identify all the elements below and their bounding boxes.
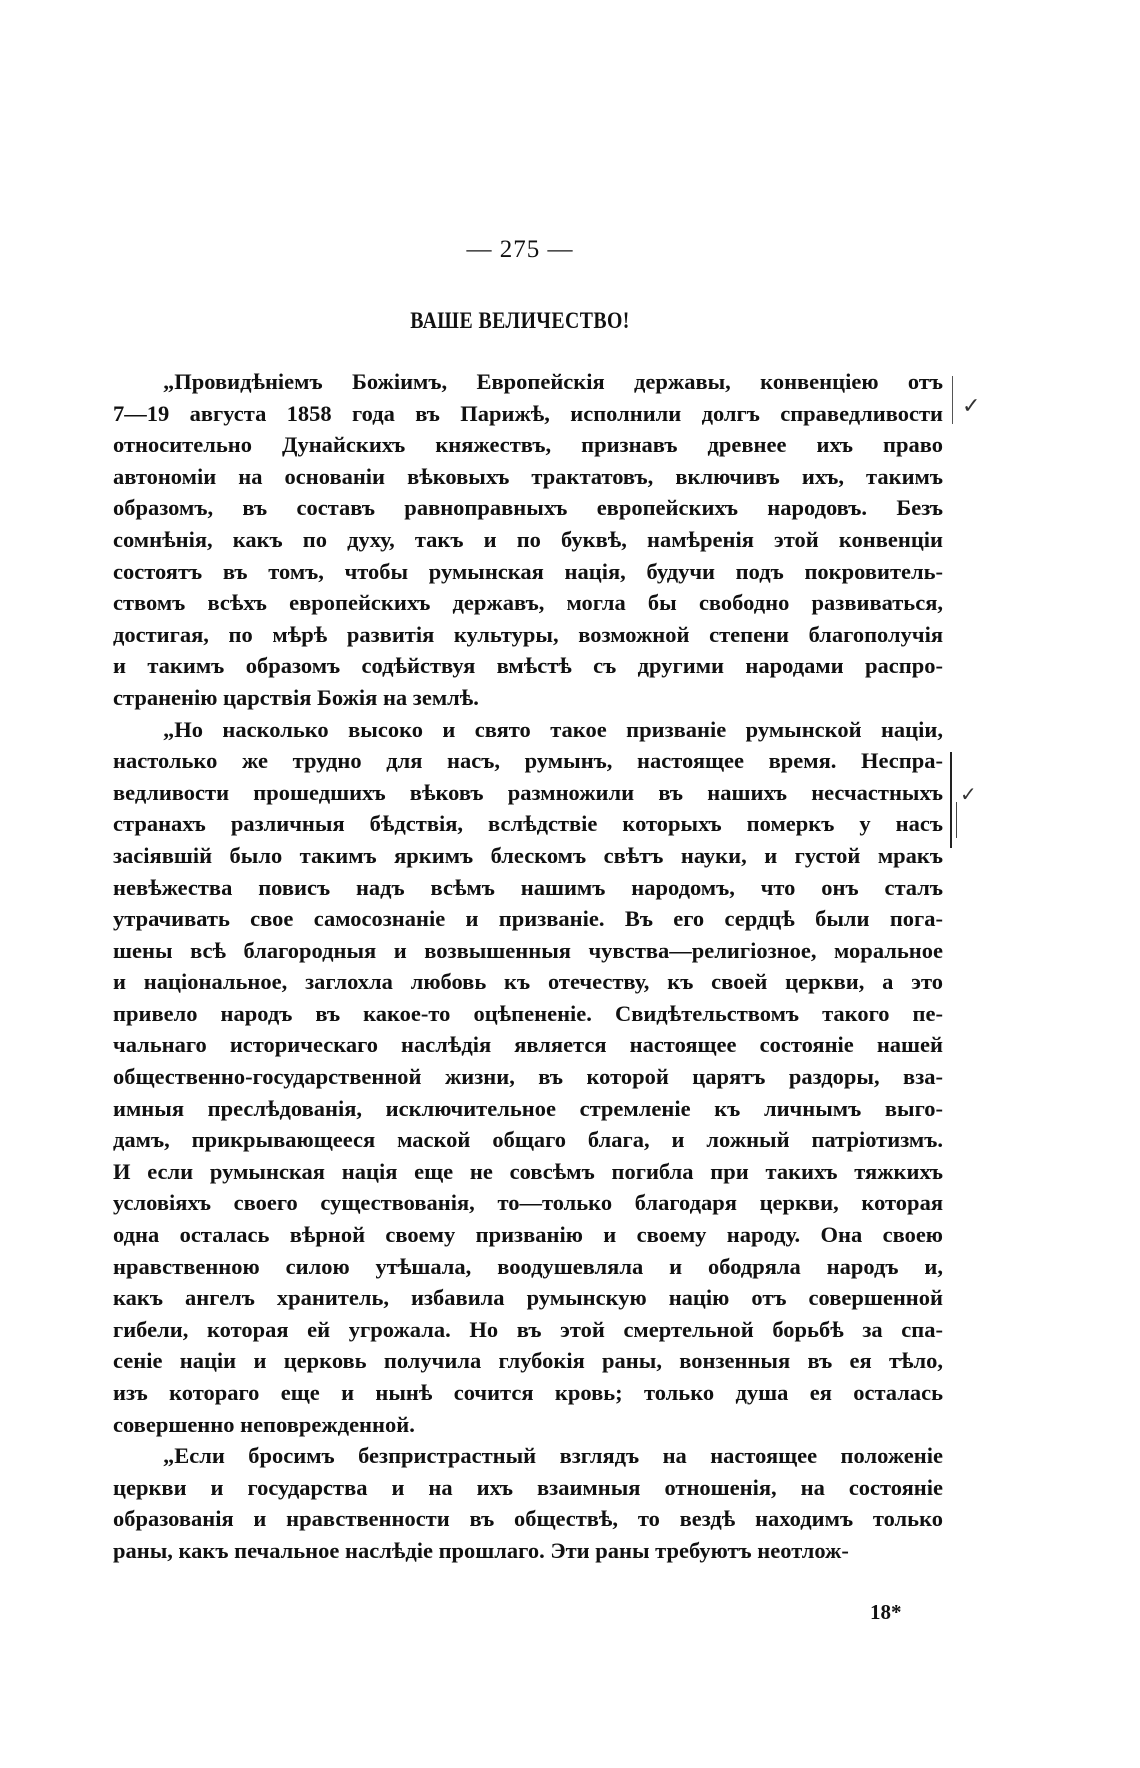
text-line: засіявшій было такимъ яркимъ блескомъ свѣтъ науки, и густой мракъ [113, 842, 943, 868]
text-line: имныя преслѣдованія, исключительное стремленіе къ личнымъ выго- [113, 1095, 943, 1121]
text-line: условіяхъ своего существованія, то—только благодаря церкви, которая [113, 1190, 943, 1216]
text-line: шены всѣ благородныя и возвышенныя чувства—религіозное, моральное [113, 937, 943, 963]
text-line: И если румынская нація еще не совсѣмъ погибла при такихъ тяжкихъ [113, 1158, 943, 1184]
text-line: настолько же трудно для насъ, румынъ, настоящее время. Неспра- [113, 748, 943, 774]
text-line: сеніе націи и церковь получила глубокія раны, вонзенныя въ ея тѣло, [113, 1348, 943, 1374]
text-line: относительно Дунайскихъ княжествъ, признавъ древнее ихъ право [113, 432, 943, 458]
text-line: образованія и нравственности въ обществѣ, то вездѣ находимъ только [113, 1506, 943, 1532]
text-line: церкви и государства и на ихъ взаимныя отношенія, на состояніе [113, 1474, 943, 1500]
text-line: невѣжества повисъ надъ всѣмъ нашимъ народомъ, что онъ сталъ [113, 874, 943, 900]
text-line: ведливости прошедшихъ вѣковъ размножили въ нашихъ несчастныхъ [113, 779, 943, 805]
text-line: 7—19 августа 1858 года въ Парижѣ, исполнили долгъ справедливости [113, 400, 943, 426]
margin-check-mark-2: ✓ [960, 782, 977, 806]
margin-check-mark: ✓ [962, 394, 981, 419]
page-number: — 275 — [466, 236, 574, 263]
text-line: чальнаго историческаго наслѣдія является настоящее состояніе нашей [113, 1032, 943, 1058]
printer-signature-mark: 18* [870, 1600, 902, 1624]
text-line: страненію царствія Божія на землѣ. [113, 684, 479, 710]
text-line: привело народъ въ какое-то оцѣпененіе. Свидѣтельствомъ такого пе- [113, 1000, 943, 1026]
text-line: и такимъ образомъ содѣйствуя вмѣстѣ съ другими народами распро- [113, 653, 943, 679]
body-text [113, 366, 943, 1567]
text-line: образомъ, въ составъ равноправныхъ европейскихъ народовъ. Безъ [113, 495, 943, 521]
text-line: странахъ различныя бѣдствія, вслѣдствіе которыхъ померкъ у насъ [113, 811, 943, 837]
paragraph-2 [113, 714, 943, 1441]
text-line: сомнѣнія, какъ по духу, такъ и по буквѣ, намѣренія этой конвенціи [113, 526, 943, 552]
text-line: гибели, которая ей угрожала. Но въ этой смертельной борьбѣ за спа- [113, 1316, 943, 1342]
text-line: состоятъ въ томъ, чтобы румынская нація, будучи подъ покровитель- [113, 558, 943, 584]
text-line: автономіи на основаніи вѣковыхъ трактатовъ, включивъ ихъ, такимъ [113, 463, 943, 489]
text-line: нравственною силою утѣшала, воодушевляла и ободряла народъ и, [113, 1253, 943, 1279]
margin-pencil-bar [950, 752, 952, 848]
text-line: достигая, по мѣрѣ развитія культуры, возможной степени благополучія [113, 621, 943, 647]
text-line: „Но насколько высоко и свято такое призваніе румынской націи, [163, 716, 943, 742]
margin-pencil-line [952, 376, 953, 424]
text-line: „Провидѣніемъ Божіимъ, Европейскія державы, конвенціею отъ [163, 369, 943, 394]
text-line: изъ котораго еще и нынѣ сочится кровь; только душа ея осталась [113, 1380, 943, 1405]
text-line: совершенно неповрежденной. [113, 1411, 415, 1437]
text-line: какъ ангелъ хранитель, избавила румынскую націю отъ совершенной [113, 1285, 943, 1311]
text-line: дамъ, прикрывающееся маской общаго блага, и ложный патріотизмъ. [113, 1127, 943, 1153]
paragraph-1 [113, 366, 943, 714]
text-line: и національное, заглохла любовь къ отечеству, къ своей церкви, а это [113, 969, 943, 995]
paragraph-3 [113, 1440, 943, 1566]
text-line: общественно-государственной жизни, въ которой царятъ раздоры, вза- [113, 1064, 943, 1090]
page-heading: ВАШЕ ВЕЛИЧЕСТВО! [410, 308, 630, 333]
text-line: одна осталась вѣрной своему призванію и своему народу. Она своею [113, 1222, 943, 1248]
text-line: ствомъ всѣхъ европейскихъ державъ, могла бы свободно развиваться, [113, 590, 943, 616]
margin-pencil-bar-secondary [956, 802, 957, 838]
text-line: раны, какъ печальное наслѣдіе прошлаго. Эти раны требуютъ неотлож- [113, 1537, 849, 1563]
text-line: „Если бросимъ безпристрастный взглядъ на настоящее положеніе [163, 1443, 943, 1469]
text-line: утрачивать свое самосознаніе и призваніе. Въ его сердцѣ были пога- [113, 906, 943, 932]
